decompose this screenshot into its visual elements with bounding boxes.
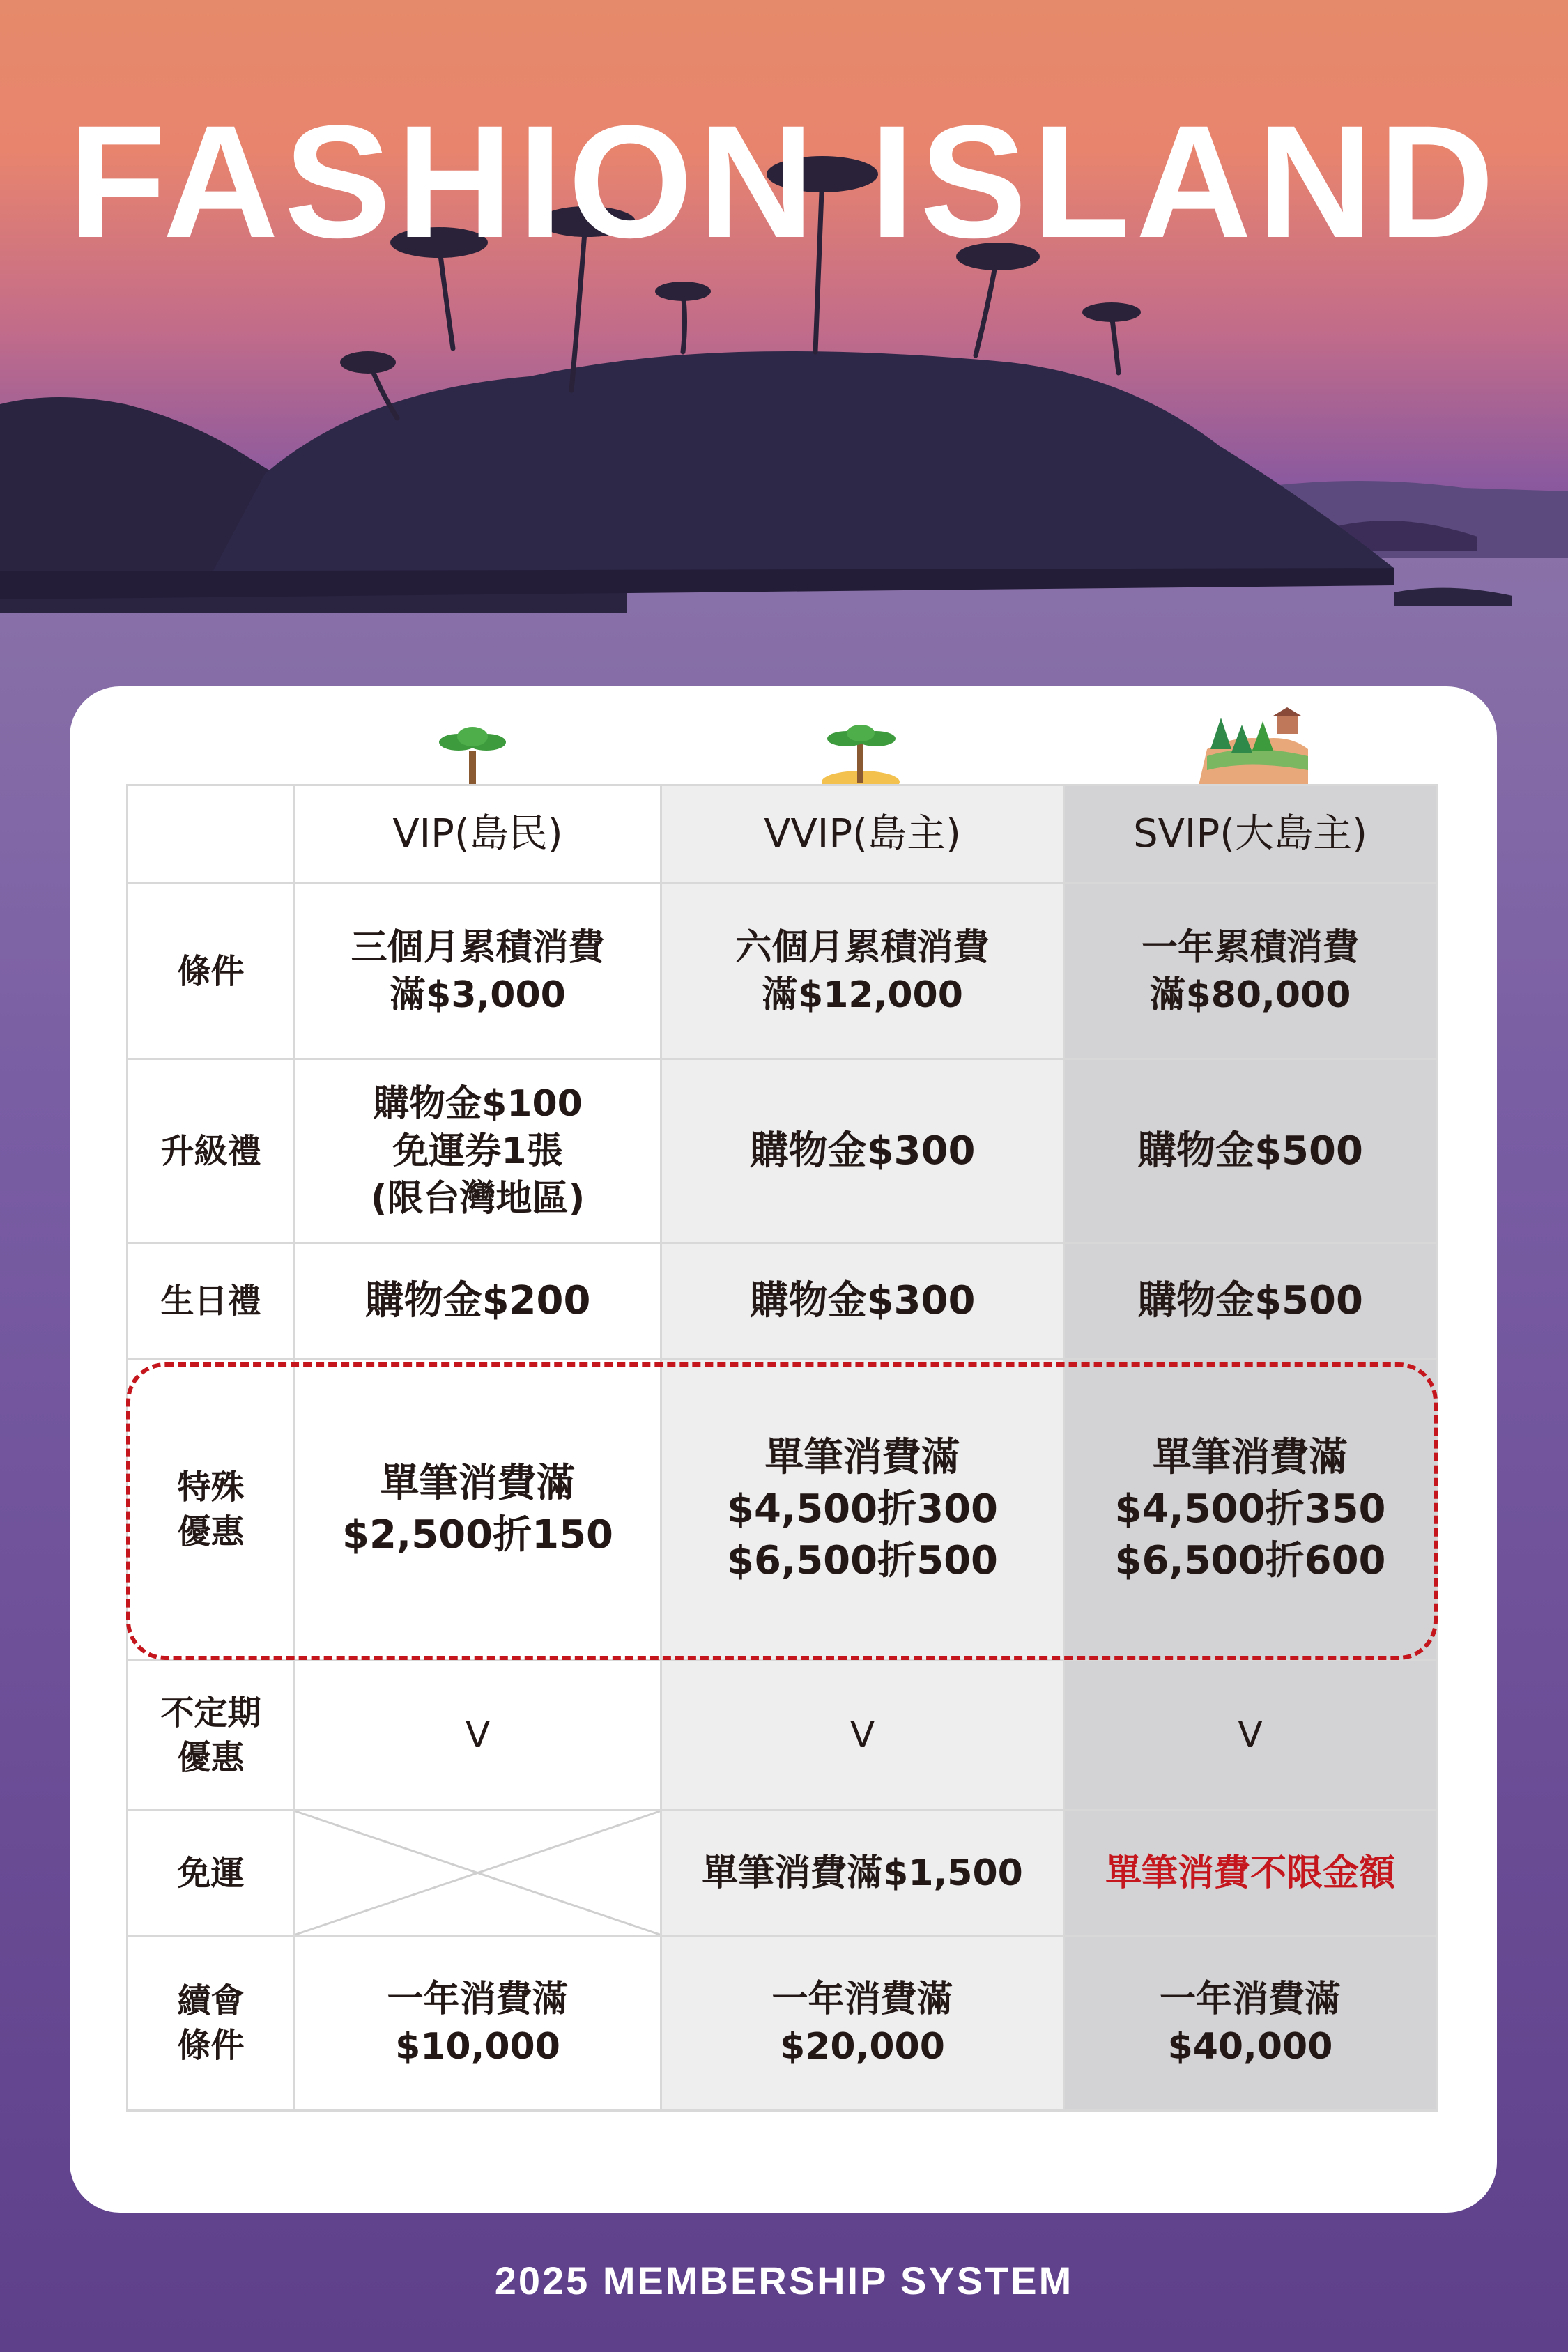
free-shipping-svip: 單筆消費不限金額 [1065,1811,1438,1937]
condition-svip: 一年累積消費 滿$80,000 [1065,884,1438,1060]
free-shipping-vip [295,1811,662,1937]
upgrade-gift-vvip: 購物金$300 [662,1060,1065,1244]
brand-title-text: FASHION ISLAND [68,92,1500,271]
upgrade-gift-svip: 購物金$500 [1065,1060,1438,1244]
irregular-offer-vvip: V [662,1661,1065,1811]
row-label-renewal: 續會 條件 [126,1937,295,2112]
birthday-gift-vvip: 購物金$300 [662,1244,1065,1360]
irregular-offer-vip: V [295,1661,662,1811]
desert-island-icon [819,718,902,794]
tier-header-vvip: VVIP(島主) [662,784,1065,884]
condition-vvip: 六個月累積消費 滿$12,000 [662,884,1065,1060]
row-label-irregular-offer: 不定期 優惠 [126,1661,295,1811]
special-offer-highlight [126,1362,1438,1660]
row-label-upgrade-gift: 升級禮 [126,1060,295,1244]
upgrade-gift-vip: 購物金$100 免運券1張 (限台灣地區) [295,1060,662,1244]
special-offer-vip: 單筆消費滿 $2,500折150 [295,1360,662,1661]
row-label-special-offer: 特殊 優惠 [126,1360,295,1661]
birthday-gift-vip: 購物金$200 [295,1244,662,1360]
tier-header-vip: VIP(島民) [295,784,662,884]
free-shipping-vvip: 單筆消費滿$1,500 [662,1811,1065,1937]
irregular-offer-svip: V [1065,1661,1438,1811]
palm-tree-icon [438,721,507,791]
footer-caption: 2025 MEMBERSHIP SYSTEM [494,2259,1074,2303]
row-label-free-shipping: 免運 [126,1811,295,1937]
special-offer-vvip: 單筆消費滿 $4,500折300 $6,500折500 [662,1360,1065,1661]
renewal-vip: 一年消費滿 $10,000 [295,1937,662,2112]
special-offer-svip: 單筆消費滿 $4,500折350 $6,500折600 [1065,1360,1438,1661]
renewal-vvip: 一年消費滿 $20,000 [662,1937,1065,2112]
not-applicable-cross-icon [295,1811,660,1935]
brand-title [35,70,1533,279]
condition-vip: 三個月累積消費 滿$3,000 [295,884,662,1060]
row-label-condition: 條件 [126,884,295,1060]
tier-header-svip: SVIP(大島主) [1065,784,1438,884]
renewal-svip: 一年消費滿 $40,000 [1065,1937,1438,2112]
birthday-gift-svip: 購物金$500 [1065,1244,1438,1360]
row-label-birthday-gift: 生日禮 [126,1244,295,1360]
corner-cell [126,784,295,884]
